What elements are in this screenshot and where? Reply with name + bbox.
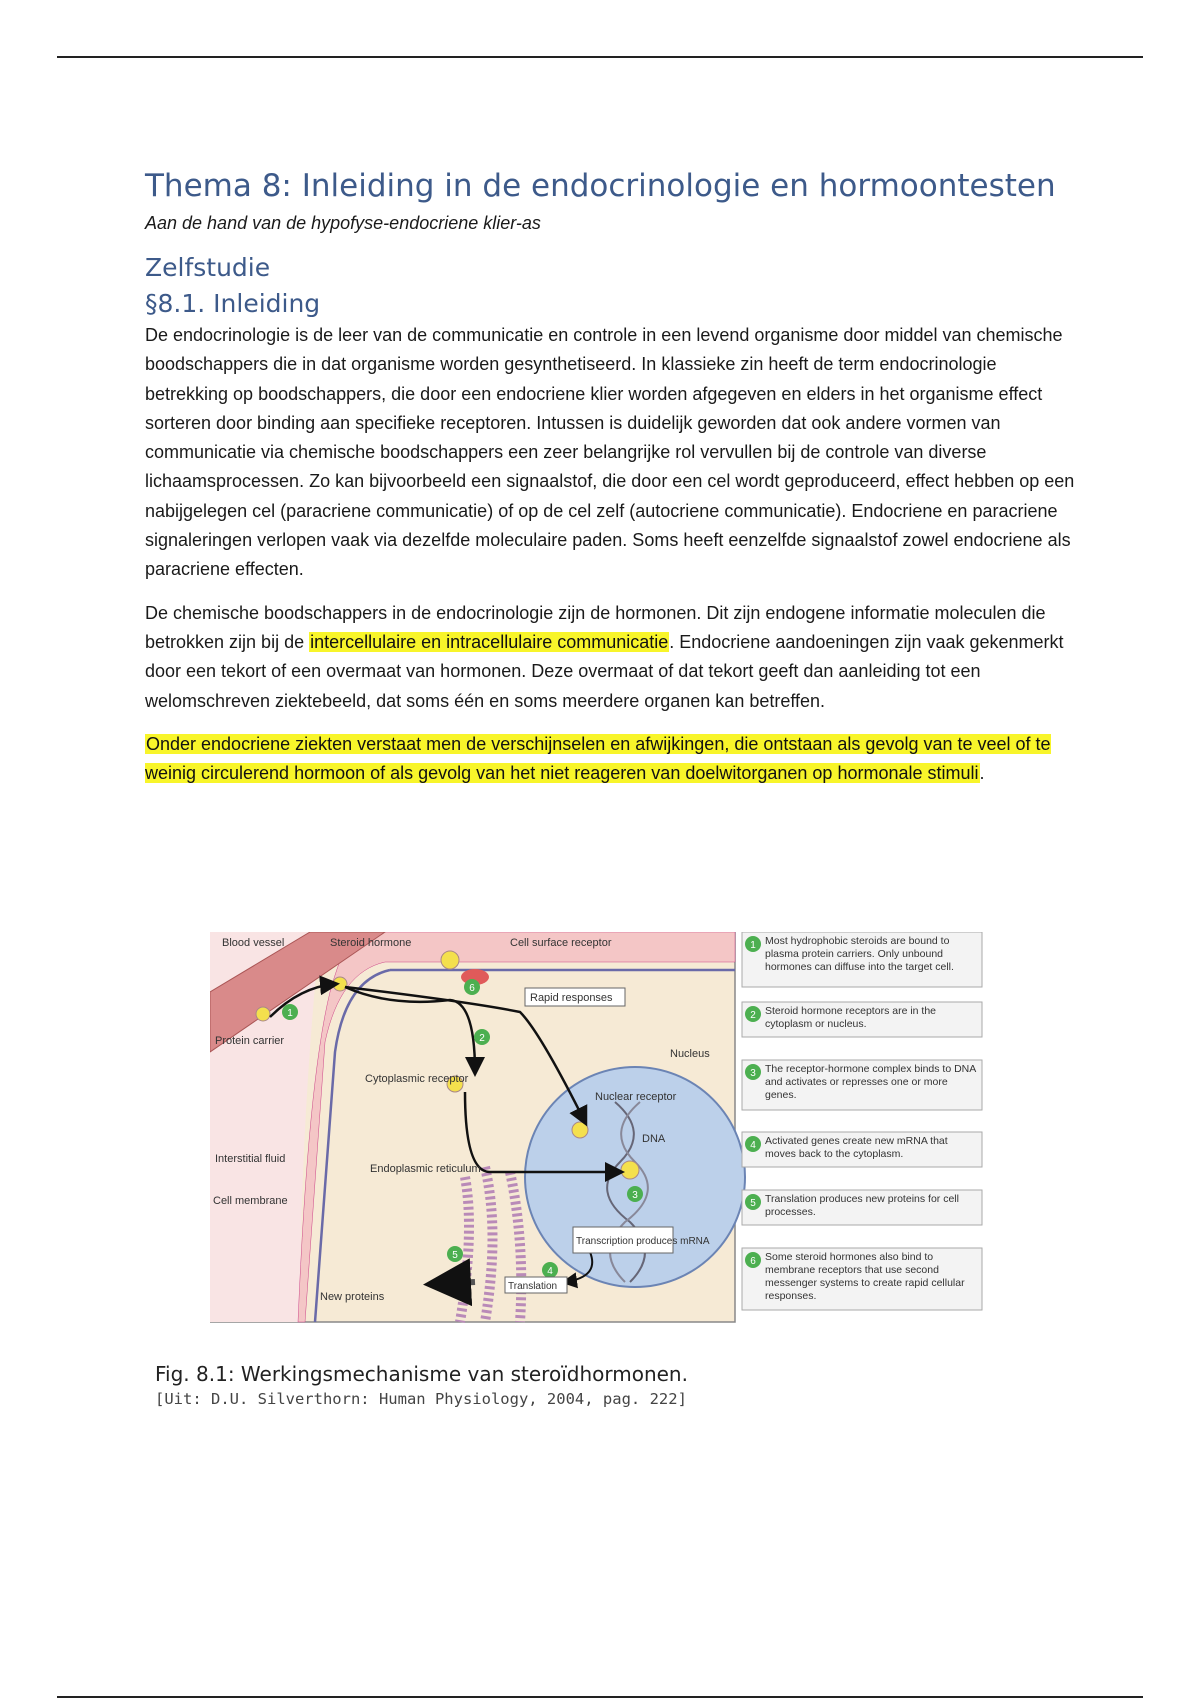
label-nuclear-receptor: Nuclear receptor bbox=[595, 1091, 677, 1103]
steroid-hormone-dot bbox=[333, 977, 347, 991]
figure-caption bbox=[155, 1362, 688, 1408]
header-rule bbox=[57, 56, 1143, 58]
section-heading: Zelfstudie bbox=[145, 253, 271, 282]
steroid-mechanism-figure bbox=[210, 932, 990, 1327]
svg-text:1: 1 bbox=[750, 940, 756, 951]
label-translation: Translation bbox=[508, 1281, 558, 1292]
label-rapid-responses: Rapid responses bbox=[530, 992, 613, 1004]
svg-text:2: 2 bbox=[750, 1010, 756, 1021]
document-title: Thema 8: Inleiding in de endocrinologie en hormoontesten bbox=[145, 168, 1056, 204]
paragraph-3-end: . bbox=[979, 763, 985, 784]
label-protein-carrier: Protein carrier bbox=[215, 1035, 285, 1047]
legend-step-3: 3 The receptor-hormone complex binds to DNA and activates or represses one or more genes. bbox=[742, 1060, 982, 1110]
svg-text:1: 1 bbox=[287, 1008, 293, 1019]
step-legend bbox=[742, 932, 982, 1310]
highlight-communication: intercellulaire en intracellulaire communicatie bbox=[310, 631, 669, 652]
label-cytoplasmic-receptor: Cytoplasmic receptor bbox=[365, 1073, 469, 1085]
paragraph-1: De endocrinologie is de leer van de communicatie en controle in een levend organisme door middel van chemische boodschappers die in dat organisme worden gesynthetiseerd. In klassieke zin heeft de term endocrinologie betrekking op boodschappers, die door een endocriene klier worden afgegeven en elders in het organisme effect sorteren door binding aan specifieke receptoren. Intussen is duidelijk geworden dat ook andere vormen van communicatie via chemische boodschappers een zeer belangrijke rol vervullen bij de controle van diverse lichaamsprocessen. Zo kan bijvoorbeeld een signaalstof, die door een cel wordt geproduceerd, effect hebben op een nabijgelegen cel (paracriene communicatie) of op de cel zelf (autocriene communicatie). Endocriene en paracriene signaleringen verlopen vaak via dezelfde moleculaire paden. Soms heeft eenzelfde signaalstof zowel endocriene als paracriene effecten. bbox=[145, 325, 1075, 580]
step-marker-6 bbox=[464, 979, 480, 995]
step-marker-1 bbox=[282, 1004, 298, 1020]
label-cell-surface-receptor: Cell surface receptor bbox=[510, 937, 612, 949]
step-marker-3 bbox=[627, 1186, 643, 1202]
svg-text:4: 4 bbox=[750, 1140, 756, 1151]
label-endoplasmic-reticulum: Endoplasmic reticulum bbox=[370, 1163, 481, 1175]
figure-diagram bbox=[210, 932, 990, 1327]
step-marker-5 bbox=[447, 1246, 463, 1262]
surface-hormone-dot bbox=[441, 951, 459, 969]
svg-text:5: 5 bbox=[452, 1250, 458, 1261]
svg-text:3: 3 bbox=[750, 1068, 756, 1079]
caption-source: [Uit: D.U. Silverthorn: Human Physiology, 2004, pag. 222] bbox=[155, 1390, 687, 1408]
label-interstitial-fluid: Interstitial fluid bbox=[215, 1153, 286, 1165]
legend-step-1: 1 Most hydrophobic steroids are bound to plasma protein carriers. Only unbound hormones can diffuse into the target cell. bbox=[742, 932, 982, 987]
legend-step-6: 6 Some steroid hormones also bind to membrane receptors that use second messenger systems to create rapid cellular responses. bbox=[742, 1248, 982, 1310]
svg-text:6: 6 bbox=[750, 1256, 756, 1267]
label-blood-vessel: Blood vessel bbox=[222, 937, 285, 949]
highlight-definition: Onder endocriene ziekten verstaat men de verschijnselen en afwijkingen, die ontstaan als gevolg van te veel of te weinig circulerend hormoon of als gevolg van het niet reageren van doelwitorganen op hormonale stimuli bbox=[145, 733, 1051, 784]
label-dna: DNA bbox=[642, 1133, 666, 1145]
label-new-proteins: New proteins bbox=[320, 1291, 385, 1303]
paragraph-3 bbox=[145, 730, 1080, 789]
legend-step-4: 4 Activated genes create new mRNA that moves back to the cytoplasm. bbox=[742, 1132, 982, 1167]
svg-text:3: 3 bbox=[632, 1190, 638, 1201]
legend-step-5: 5 Translation produces new proteins for cell processes. bbox=[742, 1190, 982, 1225]
svg-text:2: 2 bbox=[479, 1033, 485, 1044]
step-marker-4 bbox=[542, 1262, 558, 1278]
svg-text:5: 5 bbox=[750, 1198, 756, 1209]
document-body bbox=[145, 165, 1080, 802]
paragraph-2 bbox=[145, 599, 1080, 716]
legend-step-2: 2 Steroid hormone receptors are in the cytoplasm or nucleus. bbox=[742, 1002, 982, 1037]
footer-rule bbox=[57, 1696, 1143, 1698]
document-subtitle: Aan de hand van de hypofyse-endocriene klier-as bbox=[145, 213, 541, 233]
step-marker-2 bbox=[474, 1029, 490, 1045]
paragraph-2-end: . Endocriene aandoeningen zijn vaak gekenmerkt door een tekort of een overmaat van hormonen. Deze overmaat of dat tekort geeft dan aanleiding tot een welomschreven ziektebeeld, dat soms één en soms meerdere organen kan betreffen. bbox=[145, 631, 1064, 711]
caption-title: Fig. 8.1: Werkingsmechanisme van steroïdhormonen. bbox=[155, 1362, 688, 1386]
svg-text:6: 6 bbox=[469, 983, 475, 994]
svg-text:4: 4 bbox=[547, 1266, 553, 1277]
complex-dot bbox=[621, 1161, 639, 1179]
nuclear-receptor-dot bbox=[572, 1122, 588, 1138]
subsection-heading: §8.1. Inleiding bbox=[145, 289, 321, 318]
label-steroid-hormone: Steroid hormone bbox=[330, 937, 412, 949]
arrow-new-proteins bbox=[435, 1282, 475, 1284]
label-transcription: Transcription produces mRNA bbox=[576, 1236, 710, 1247]
label-cell-membrane: Cell membrane bbox=[213, 1195, 288, 1207]
paragraph-2-start: De chemische boodschappers in de endocrinologie zijn de hormonen. Dit zijn endogene informatie moleculen die betrokken zijn bij de bbox=[145, 602, 1046, 652]
label-nucleus: Nucleus bbox=[670, 1048, 710, 1060]
bound-hormone-dot bbox=[256, 1007, 270, 1021]
